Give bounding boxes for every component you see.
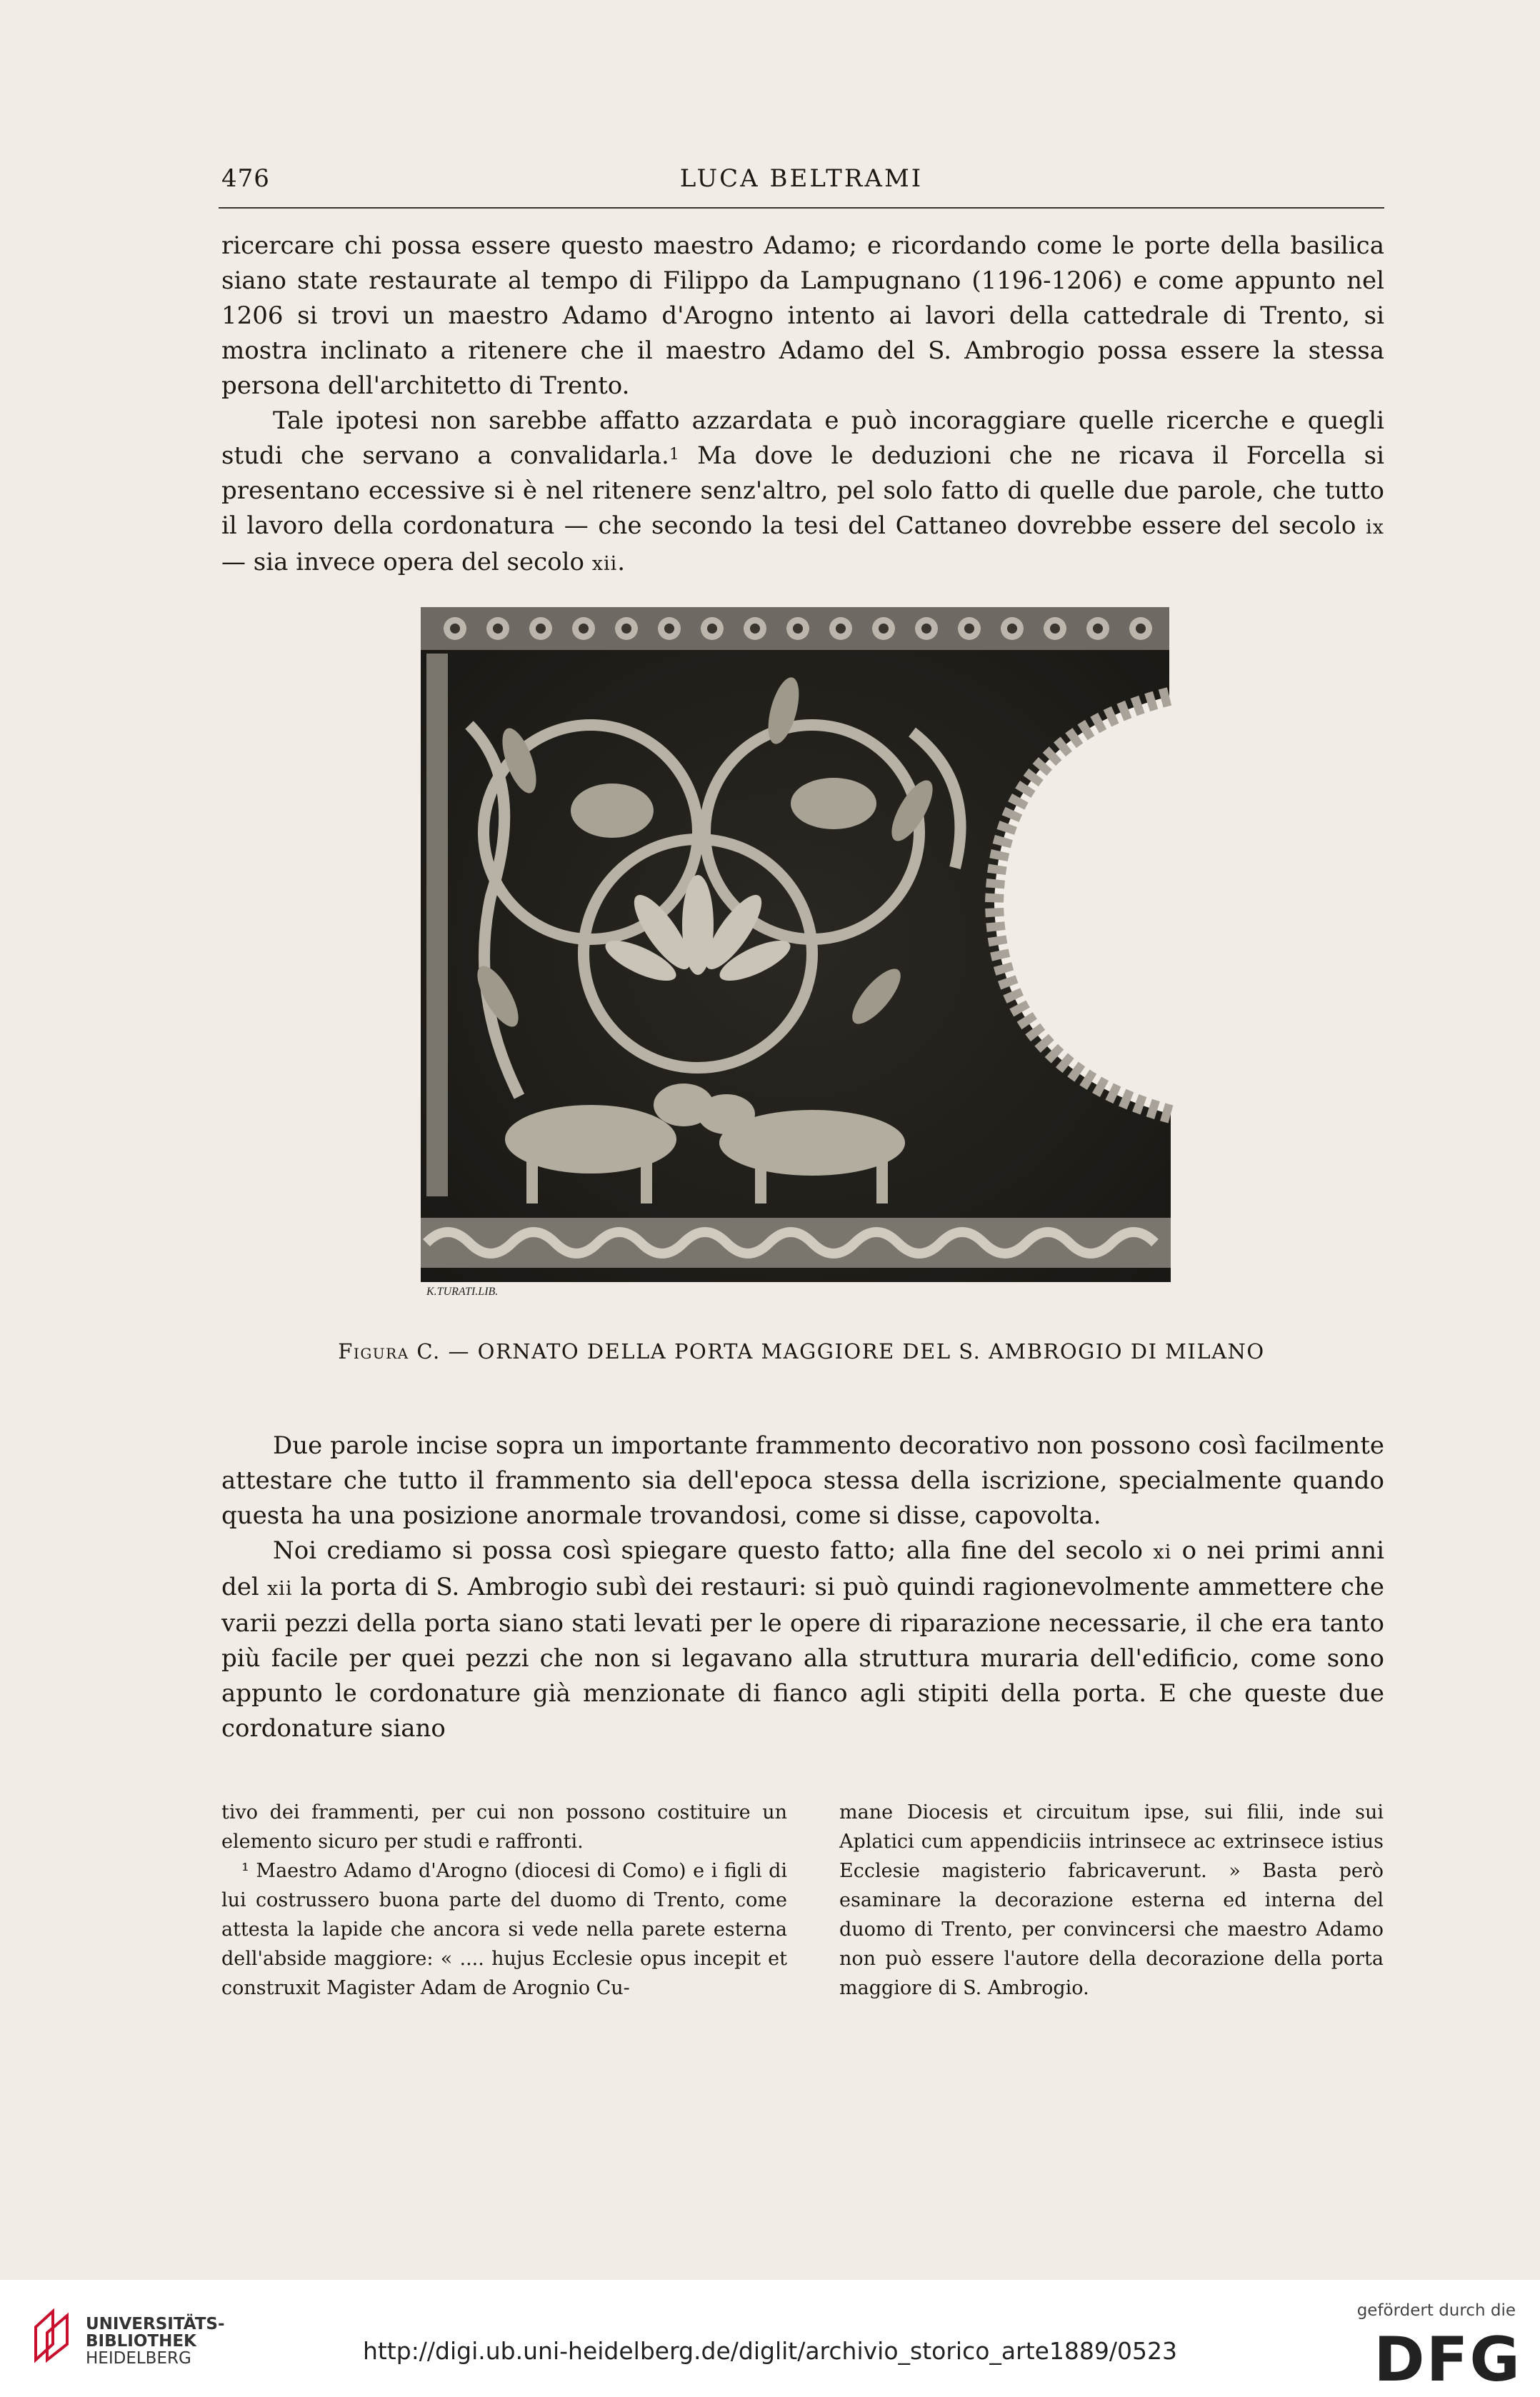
permalink-url[interactable]: http://digi.ub.uni-heidelberg.de/diglit/archivio_storico_arte1889/0523: [362, 2337, 1178, 2365]
figure-label: Figura C.: [338, 1339, 441, 1363]
paragraph-3: Due parole incise sopra un importante frammento decorativo non possono così facilmente attestare che tutto il frammento sia dell'epoca stessa della iscrizione, specialmente quando questa ha una posizione anormale trovandosi, come si disse, capovolta.: [221, 1431, 1384, 1530]
viewer-footer: [0, 2280, 1540, 2397]
engraver-signature: K.TURATI.LIB.: [426, 1286, 499, 1298]
running-header: [219, 164, 1384, 199]
footnote-1-continued: mane Diocesis et circuitum ipse, sui filii, inde sui Aplatici cum appendiciis intrinsece ac extrinsece istius Ecclesie magisterio fabricaverunt. » Basta però esaminare la decorazione esterna ed interna del duomo di Trento, per convincersi che maestro Adamo non può essere l'autore della decorazione della porta maggiore di S. Ambrogio.: [839, 1801, 1384, 1999]
footnote-1: ¹ Maestro Adamo d'Arogno (diocesi di Como) e i figli di lui costrussero buona parte del duomo di Trento, come attesta la lapide che ancora si vede nella parete esterna dell'abside maggiore: « .... hujus Ecclesie opus incepit et construxit Magister Adam de Arognio Cu-: [221, 1860, 787, 1999]
running-title: LUCA BELTRAMI: [679, 164, 924, 193]
footnotes-left-column: [221, 1798, 787, 2003]
library-name: UNIVERSITÄTS- BIBLIOTHEK HEIDELBERG: [86, 2315, 225, 2368]
funding-note: gefördert durch die: [1356, 2301, 1516, 2320]
figure-caption: [219, 1339, 1384, 1363]
paragraph-2: Tale ipotesi non sarebbe affatto azzardata e può incoraggiare quelle ricerche e quegli studi che servano a convalidarla.$^1$ Ma dove le deduzioni che ne ricava il Forcella si presentano eccessive si è nel ritenere senz'altro, pel solo fatto di quelle due parole, che tutto il lavoro della cordonatura — che secondo la tesi del Cattaneo dovrebbe essere del secolo ix — sia invece opera del secolo xii.: [221, 406, 1384, 576]
footnote-continuation: tivo dei frammenti, per cui non possono costituire un elemento sicuro per studi e raffronti.: [221, 1801, 787, 1853]
paragraph-4: Noi crediamo si possa così spiegare questo fatto; alla fine del secolo xi o nei primi anni del xii la porta di S. Ambrogio subì dei restauri: si può quindi ragionevolmente ammettere che varii pezzi della porta siano stati levati per le opere di riparazione necessarie, il che era tanto più facile per quei pezzi che non si legavano alla struttura muraria dell'edificio, come sono appunto le cordonature già menzionate di fianco agli stipiti della porta. E che queste due cordonature siano: [221, 1536, 1384, 1743]
footnote-ref: 1: [669, 446, 679, 464]
header-rule: [219, 207, 1384, 209]
footnotes-right-column: [839, 1798, 1384, 2003]
relief-image: [412, 596, 1187, 1300]
body-text-top: [221, 229, 1384, 581]
dfg-logo: DFG: [1374, 2324, 1521, 2396]
figure-caption-text: — ORNATO DELLA PORTA MAGGIORE DEL S. AMBROGIO DI MILANO: [448, 1339, 1265, 1363]
body-text-bottom: [221, 1428, 1384, 1746]
page-number: 476: [221, 164, 270, 193]
relief-photograph: [412, 596, 1187, 1300]
paragraph-1: ricercare chi possa essere questo maestro Adamo; e ricordando come le porte della basilica siano state restaurate al tempo di Filippo da Lampugnano (1196-1206) e come appunto nel 1206 si trovi un maestro Adamo d'Arogno intento ai lavori della cattedrale di Trento, si mostra inclinato a ritenere che il maestro Adamo del S. Ambrogio possa essere la stessa persona dell'architetto di Trento.: [221, 231, 1384, 400]
